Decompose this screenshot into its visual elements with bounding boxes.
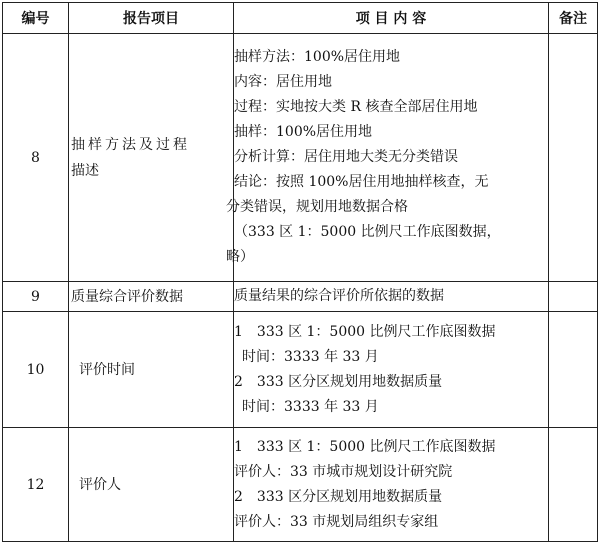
content-line: 1 333 区 1：5000 比例尺工作底图数据	[234, 323, 496, 340]
content-line: 分类错误，规划用地数据合格	[226, 199, 408, 215]
row-remark	[549, 34, 598, 282]
row-remark	[549, 428, 598, 542]
row-remark	[549, 282, 598, 312]
table-row	[3, 34, 598, 282]
content-line: 结论：按照 100%居住用地抽样核查，无	[234, 174, 489, 190]
row-item-line: 评价人	[79, 476, 121, 493]
row-content	[234, 282, 549, 312]
content-line: 评价人：33 市规划局组织专家组	[234, 513, 439, 530]
row-item	[69, 34, 234, 282]
header-content: 项 目 内 容	[234, 3, 549, 34]
header-item: 报告项目	[69, 3, 234, 34]
row-remark	[549, 312, 598, 428]
content-line: 2 333 区分区规划用地数据质量	[234, 488, 443, 505]
row-number: 8	[3, 34, 69, 282]
row-number: 12	[3, 428, 69, 542]
table-row	[3, 428, 598, 542]
header-row	[3, 3, 598, 34]
content-line: 质量结果的综合评价所依据的数据	[234, 288, 444, 304]
content-line: 时间：3333 年 33 月	[242, 348, 379, 365]
table-row	[3, 282, 598, 312]
row-item-line: 质量综合评价数据	[71, 288, 183, 305]
content-line: 抽样方法：100%居住用地	[234, 49, 401, 65]
content-line: （333 区 1：5000 比例尺工作底图数据，	[234, 224, 501, 240]
row-item	[69, 282, 234, 312]
header-num: 编号	[3, 3, 69, 34]
content-line: 内容：居住用地	[234, 74, 332, 90]
row-content	[234, 428, 549, 542]
row-number: 10	[3, 312, 69, 428]
content-line: 2 333 区分区规划用地数据质量	[234, 373, 443, 390]
content-line: 1 333 区 1：5000 比例尺工作底图数据	[234, 438, 496, 455]
content-line: 评价人：33 市城市规划设计研究院	[234, 463, 453, 480]
row-item	[69, 312, 234, 428]
row-number: 9	[3, 282, 69, 312]
content-line: 抽样：100%居住用地	[234, 124, 373, 140]
content-line: 过程：实地按大类 R 核查全部居住用地	[234, 99, 478, 115]
row-content	[226, 34, 549, 282]
row-item	[69, 428, 234, 542]
report-table	[2, 2, 598, 542]
row-content	[234, 312, 549, 428]
content-line: 分析计算：居住用地大类无分类错误	[234, 149, 458, 165]
table-row	[3, 312, 598, 428]
header-remark: 备注	[549, 3, 598, 34]
row-item-line: 评价时间	[79, 361, 135, 378]
content-line: 略）	[226, 249, 254, 265]
row-item-line: 描述	[71, 162, 99, 179]
content-line: 时间：3333 年 33 月	[242, 398, 379, 415]
row-item-line: 抽样方法及过程	[71, 136, 190, 153]
